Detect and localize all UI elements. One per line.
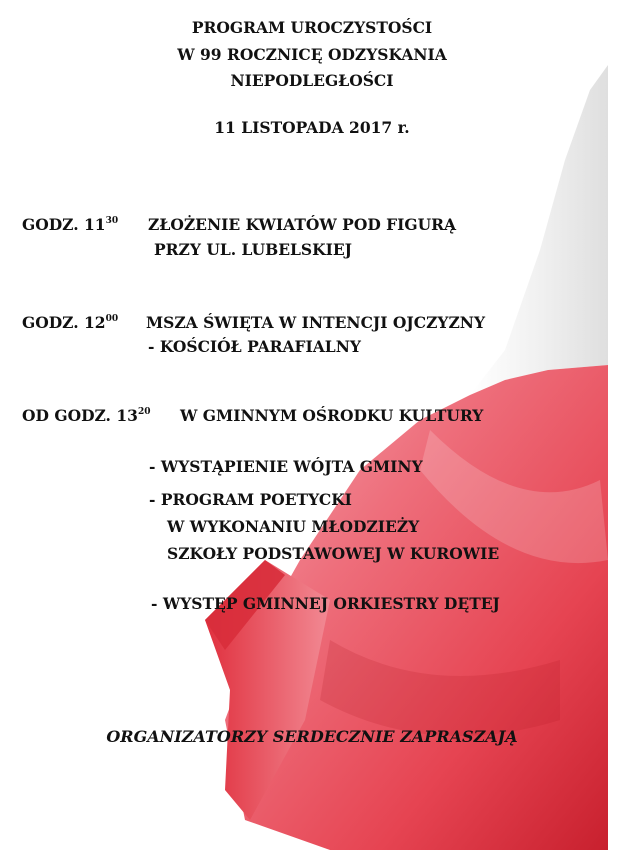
program-title: PROGRAM UROCZYSTOŚCI bbox=[191, 18, 433, 37]
program-subtitle-2: NIEPODLEGŁOŚCI bbox=[230, 71, 394, 90]
program-item-poetry-line2: W WYKONANIU MŁODZIEŻY bbox=[167, 517, 420, 536]
event-2-title: MSZA ŚWIĘTA W INTENCJI OJCZYZNY bbox=[146, 313, 486, 332]
event-1-time: GODZ. $11^{30}$ bbox=[22, 215, 119, 234]
program-item-poetry-line3: SZKOŁY PODSTAWOWEJ W KUROWIE bbox=[167, 544, 500, 563]
event-3-title: W GMINNYM OŚRODKU KULTURY bbox=[180, 406, 484, 425]
event-1-title: ZŁOŻENIE KWIATÓW POD FIGURĄ bbox=[148, 215, 457, 234]
program-item-orchestra: - WYSTĘP GMINNEJ ORKIESTRY DĘTEJ bbox=[151, 594, 500, 613]
program-item-poetry: - PROGRAM POETYCKI bbox=[149, 490, 352, 509]
event-1-location: PRZY UL. LUBELSKIEJ bbox=[154, 240, 352, 259]
event-3-time: OD GODZ. $13^{20}$ bbox=[22, 406, 151, 425]
event-2-time: GODZ. $12^{00}$ bbox=[22, 313, 119, 332]
closing-invitation: ORGANIZATORZY SERDECZNIE ZAPRASZAJĄ bbox=[106, 727, 518, 746]
event-date: 11 LISTOPADA 2017 r. bbox=[214, 118, 410, 137]
program-subtitle: W 99 ROCZNICĘ ODZYSKANIA bbox=[177, 45, 447, 64]
program-item-speech: - WYSTĄPIENIE WÓJTA GMINY bbox=[149, 457, 423, 476]
event-2-location: - KOŚCIÓŁ PARAFIALNY bbox=[148, 337, 361, 356]
